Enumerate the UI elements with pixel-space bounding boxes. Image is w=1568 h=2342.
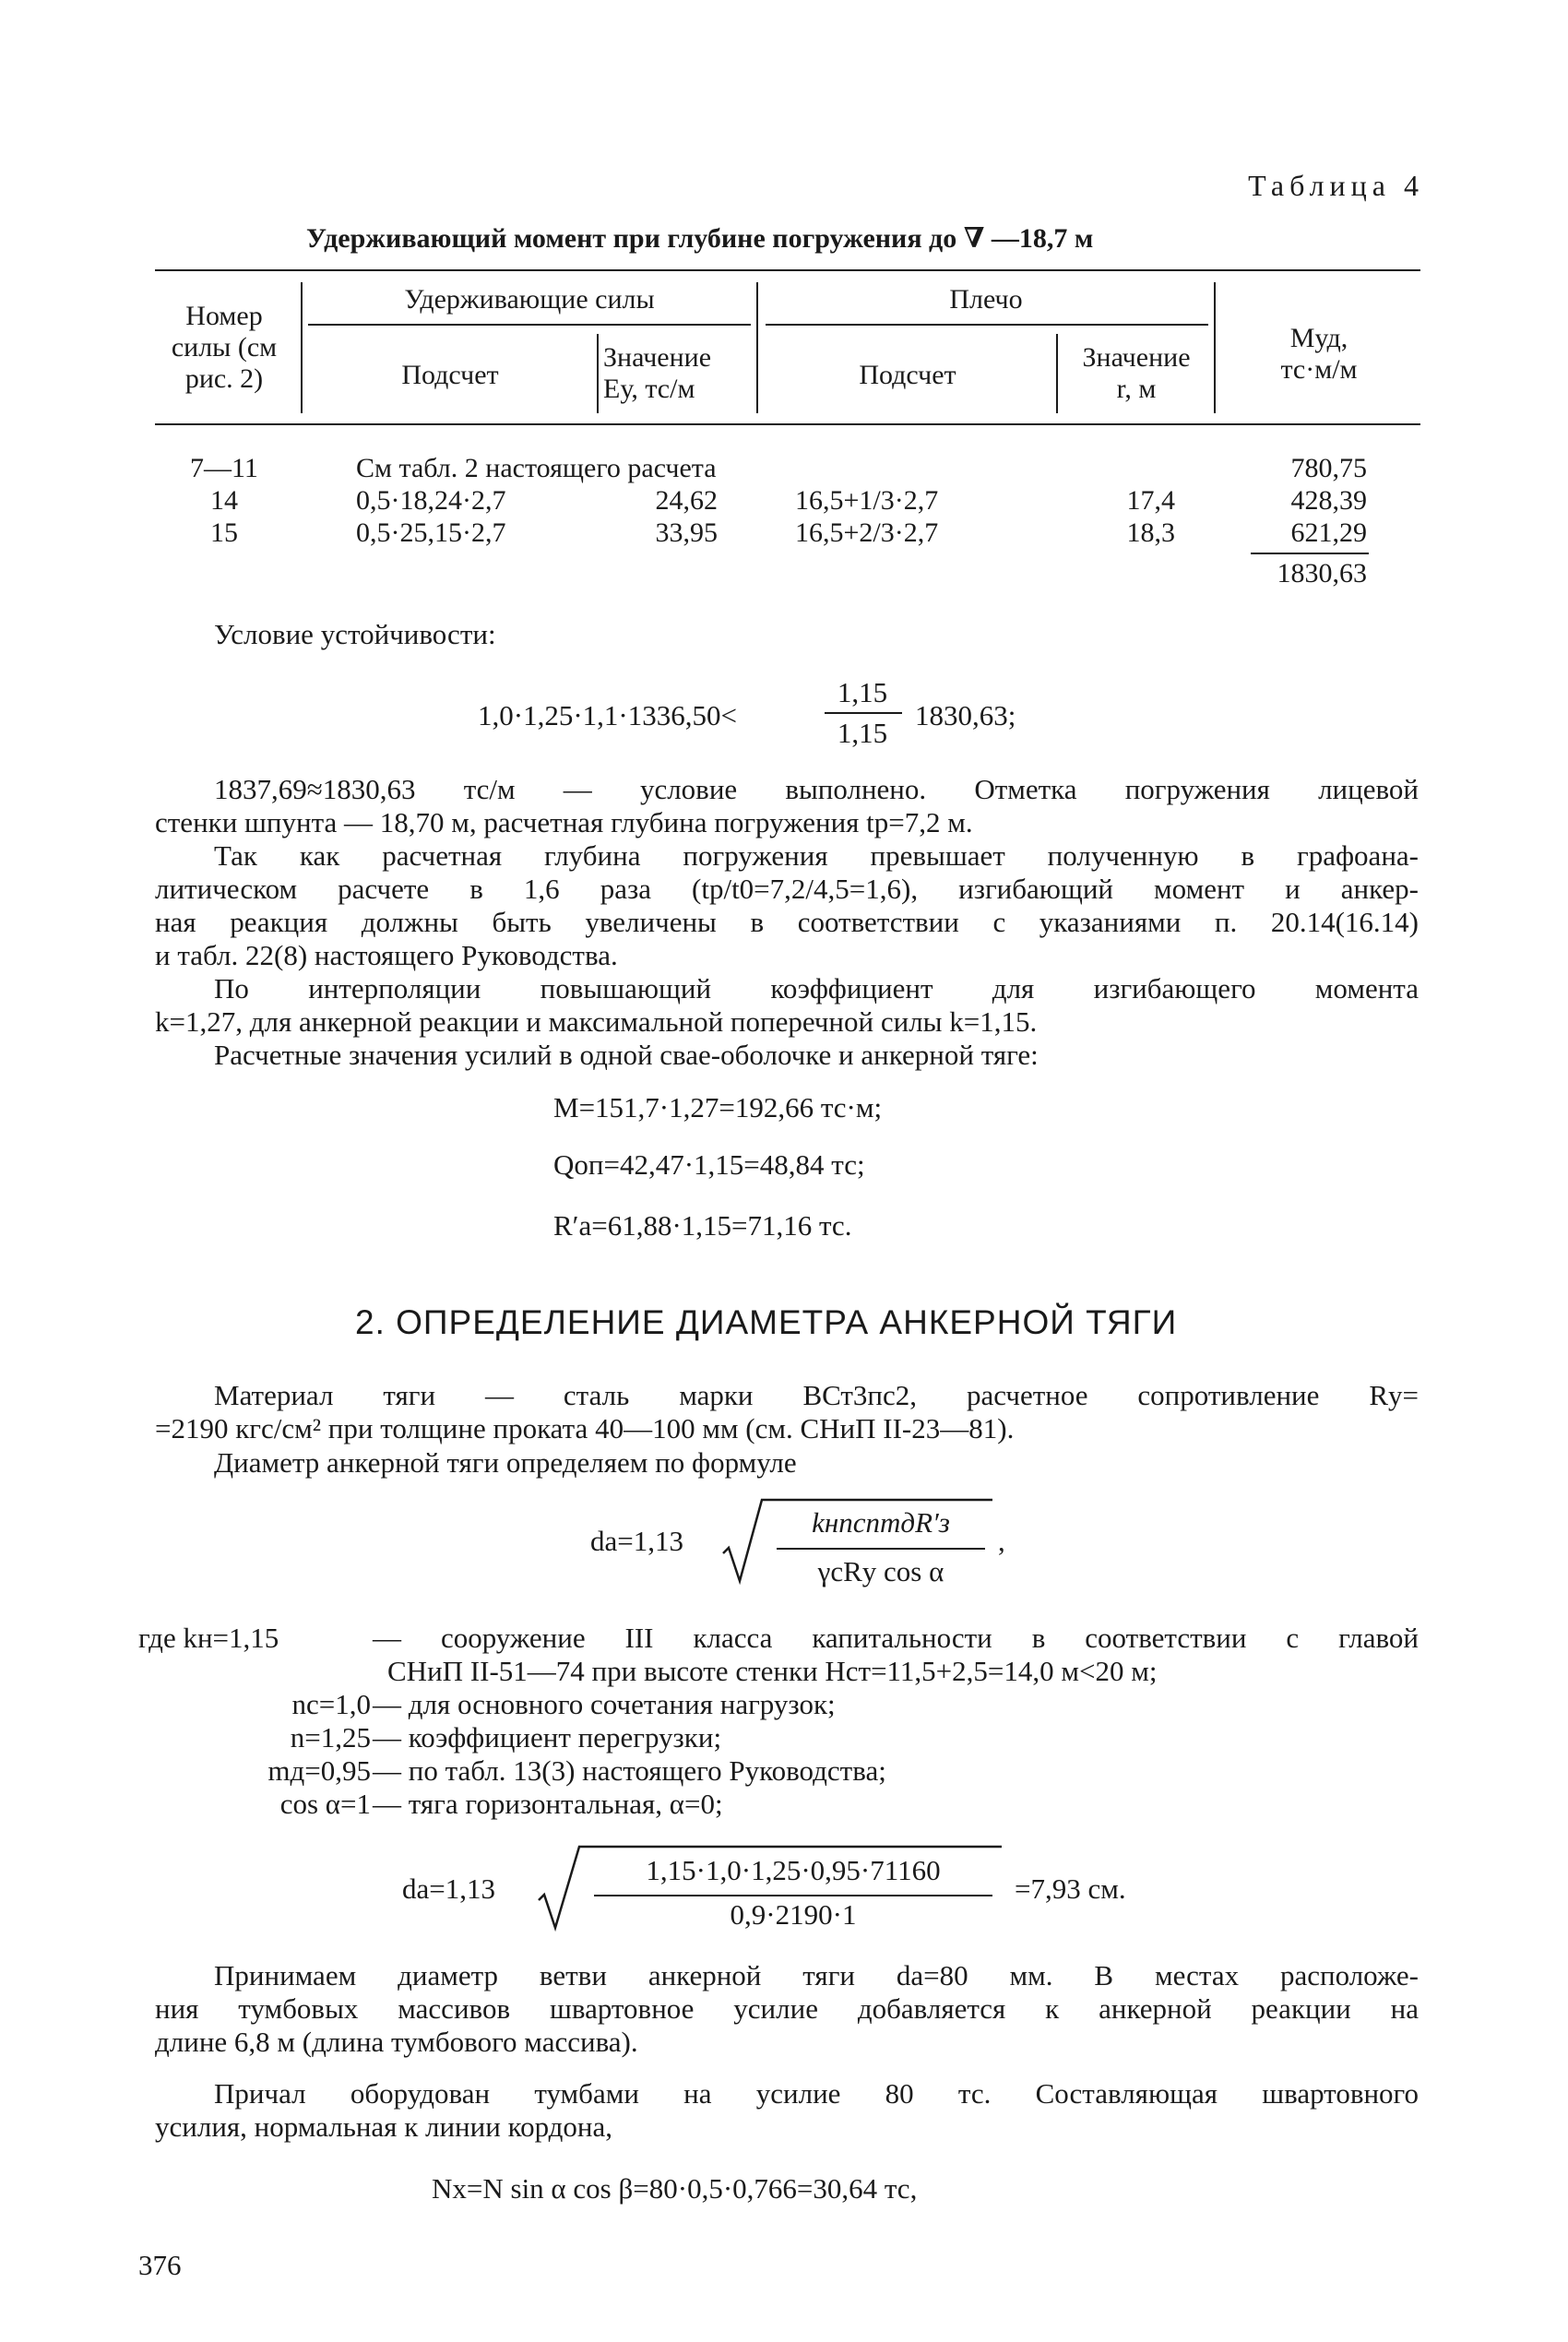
stability-fraction-num: 1,15 bbox=[837, 676, 888, 708]
formula-da2-lhs: dа=1,13 bbox=[402, 1872, 495, 1905]
header-forces-value: Значение Eу, тс/м bbox=[603, 342, 712, 404]
row-force-value: 24,62 bbox=[655, 485, 718, 516]
formula-da-lhs: dа=1,13 bbox=[590, 1525, 683, 1557]
stability-fraction-bar bbox=[825, 712, 902, 714]
table-vline-5 bbox=[1214, 282, 1216, 413]
paragraph-interpolation-cont: k=1,27, для анкерной реакции и максимальной поперечной силы k=1,15. bbox=[155, 1005, 1038, 1038]
table-label: Таблица 4 bbox=[1248, 169, 1424, 202]
paragraph-values-intro: Расчетные значения усилий в одной сваe-оболочке и анкерной тяге: bbox=[214, 1039, 1039, 1071]
formula-da-bar bbox=[777, 1548, 985, 1550]
where-text: — по табл. 13(3) настоящего Руководства; bbox=[373, 1754, 886, 1787]
header-number: Номер силы (см рис. 2) bbox=[171, 301, 278, 394]
stability-left: 1,0·1,25·1,1·1336,50< bbox=[478, 699, 737, 731]
where-text: — для основного сочетания нагрузок; bbox=[373, 1688, 836, 1720]
table-title: Удерживающий момент при глубине погружения до ∇ —18,7 м bbox=[306, 223, 1094, 254]
paragraph-material-cont: =2190 кгс/см² при толщине проката 40—100 мм (см. СНиП II-23—81). bbox=[155, 1412, 1015, 1444]
row-arm-calc: 16,5+1/3·2,7 bbox=[795, 485, 939, 516]
paragraph-depth-cont: литическом расчете в 1,6 раза (tр/t0=7,2/4,5=1,6), изгибающий момент и анкер- bbox=[155, 873, 1419, 905]
row-force-calc: См табл. 2 настоящего расчета bbox=[356, 453, 717, 483]
stability-right: 1830,63; bbox=[915, 699, 1016, 731]
where-text: СНиП II-51—74 при высоте стенки Hст=11,5+2,5=14,0 м<20 м; bbox=[387, 1655, 1158, 1687]
where-symbol: mд=0,95 bbox=[267, 1754, 371, 1787]
paragraph-accept-cont: ния тумбовых массивов швартовное усилие добавляется к анкерной реакции на bbox=[155, 1992, 1419, 2025]
where-text: — тяга горизонтальная, α=0; bbox=[373, 1788, 723, 1820]
table-vline-3 bbox=[756, 282, 758, 413]
paragraph-result: 1837,69≈1830,63 тс/м — условие выполнено. Отметка погружения лицевой bbox=[214, 773, 1419, 805]
row-arm-value: 18,3 bbox=[1126, 517, 1175, 548]
formula-nx: Nx=N sin α cos β=80·0,5·0,766=30,64 тс, bbox=[432, 2172, 918, 2205]
formula-da2-bar bbox=[594, 1895, 992, 1896]
header-arm-value: Значение r, м bbox=[1082, 342, 1191, 404]
table-header-rule bbox=[155, 423, 1420, 425]
row-number: 14 bbox=[210, 485, 238, 516]
row-moment: 780,75 bbox=[1290, 453, 1367, 483]
where-symbol: cos α=1 bbox=[279, 1788, 371, 1820]
formula-da2-den: 0,9·2190·1 bbox=[730, 1898, 857, 1931]
header-arm-group: Плечо bbox=[949, 284, 1023, 315]
table-group-rule-1 bbox=[308, 324, 751, 326]
header-forces-group: Удерживающие силы bbox=[404, 284, 655, 315]
formula-reaction: R′а=61,88·1,15=71,16 тс. bbox=[553, 1209, 852, 1242]
paragraph-mooring-cont: усилия, нормальная к линии кордона, bbox=[155, 2110, 613, 2143]
where-symbol: nc=1,0 bbox=[291, 1688, 371, 1720]
row-force-calc: 0,5·25,15·2,7 bbox=[356, 517, 506, 548]
table-vline-1 bbox=[301, 282, 303, 413]
formula-da2-rhs: =7,93 см. bbox=[1015, 1872, 1126, 1905]
formula-da-num: kнncnmдR′з bbox=[812, 1506, 950, 1539]
paragraph-interpolation: По интерполяции повышающий коэффициент для изгибающего момента bbox=[214, 972, 1419, 1005]
row-number: 15 bbox=[210, 517, 238, 548]
where-text: — сооружение III класса капитальности в соответствии с главой bbox=[373, 1622, 1419, 1654]
table-vline-2 bbox=[597, 334, 599, 413]
paragraph-diameter-intro: Диаметр анкерной тяги определяем по формуле bbox=[214, 1446, 797, 1479]
row-moment: 621,29 bbox=[1290, 517, 1367, 548]
stability-label: Условие устойчивости: bbox=[214, 618, 496, 650]
row-force-calc: 0,5·18,24·2,7 bbox=[356, 485, 506, 516]
paragraph-result-cont: стенки шпунта — 18,70 м, расчетная глубина погружения tр=7,2 м. bbox=[155, 806, 973, 838]
row-moment: 428,39 bbox=[1290, 485, 1367, 516]
row-number: 7—11 bbox=[190, 453, 258, 483]
table-top-rule bbox=[155, 269, 1420, 271]
header-forces-calc: Подсчет bbox=[401, 360, 499, 390]
table-total: 1830,63 bbox=[1277, 558, 1367, 588]
row-force-value: 33,95 bbox=[655, 517, 718, 548]
paragraph-mooring: Причал оборудован тумбами на усилие 80 тс. Составляющая швартовного bbox=[214, 2077, 1419, 2110]
where-text: — коэффициент перегрузки; bbox=[373, 1721, 722, 1754]
paragraph-accept-cont: длине 6,8 м (длина тумбового массива). bbox=[155, 2026, 638, 2058]
paragraph-depth-cont: и табл. 22(8) настоящего Руководства. bbox=[155, 939, 618, 971]
row-arm-calc: 16,5+2/3·2,7 bbox=[795, 517, 939, 548]
table-group-rule-2 bbox=[766, 324, 1208, 326]
stability-fraction-den: 1,15 bbox=[837, 717, 888, 749]
formula-da-den: γcRу cos α bbox=[817, 1555, 944, 1587]
formula-da-tail: , bbox=[998, 1525, 1005, 1557]
section-heading: 2. ОПРЕДЕЛЕНИЕ ДИАМЕТРА АНКЕРНОЙ ТЯГИ bbox=[355, 1303, 1178, 1341]
paragraph-material: Материал тяги — сталь марки ВСт3пс2, расчетное сопротивление Rу= bbox=[214, 1379, 1419, 1411]
formula-da2-num: 1,15·1,0·1,25·0,95·71160 bbox=[646, 1854, 941, 1886]
header-arm-calc: Подсчет bbox=[859, 360, 956, 390]
paragraph-accept: Принимаем диаметр ветви анкерной тяги dа=80 мм. В местах расположе- bbox=[214, 1959, 1419, 1991]
where-symbol: где kн=1,15 bbox=[138, 1622, 279, 1654]
formula-shear: Qоп=42,47·1,15=48,84 тс; bbox=[553, 1148, 865, 1181]
formula-moment: M=151,7·1,27=192,66 тс·м; bbox=[553, 1091, 883, 1123]
where-symbol: n=1,25 bbox=[290, 1721, 371, 1754]
page-number: 376 bbox=[138, 2249, 182, 2281]
total-rule bbox=[1251, 553, 1369, 554]
table-vline-4 bbox=[1056, 334, 1058, 413]
paragraph-depth-cont: ная реакция должны быть увеличены в соответствии с указаниями п. 20.14(16.14) bbox=[155, 906, 1419, 938]
row-arm-value: 17,4 bbox=[1126, 485, 1175, 516]
header-moment: Mуд, тс·м/м bbox=[1280, 323, 1358, 385]
paragraph-depth: Так как расчетная глубина погружения превышает полученную в графоана- bbox=[214, 839, 1419, 872]
